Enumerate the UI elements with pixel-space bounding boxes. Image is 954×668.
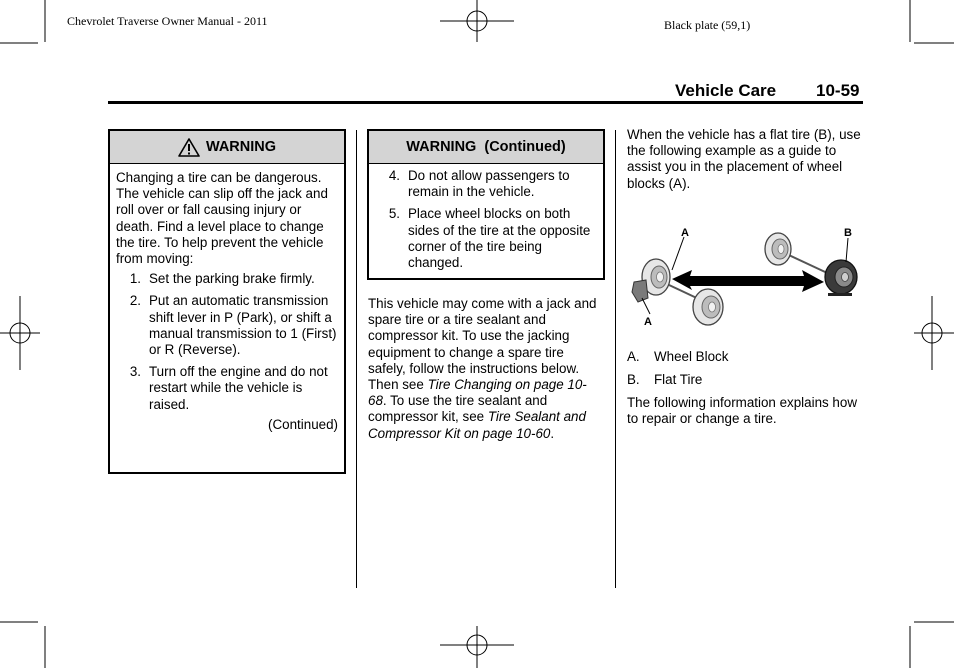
warning-continued-steps (375, 168, 597, 271)
header-rule (108, 101, 863, 104)
flat-tire-icon (825, 260, 857, 296)
step-number: 2. (129, 293, 141, 309)
legend-item (627, 372, 863, 388)
step-text: Place wheel blocks on both sides of the tire at the opposite corner of the tire being changed. (408, 206, 591, 271)
warning-continued-title: WARNING (Continued) (406, 139, 566, 155)
step-text: Set the parking brake firmly. (149, 271, 315, 287)
label-b: B (844, 227, 852, 239)
warning-continued-header (369, 131, 603, 164)
legend-key: B. (627, 372, 640, 388)
column-divider-1 (356, 130, 357, 588)
step-number: 3. (129, 364, 141, 380)
repair-intro: The following information explains how to repair or change a tire. (627, 395, 857, 427)
paragraph-text: . To use the tire sealant and compressor kit, see (368, 393, 548, 425)
paragraph-text: This vehicle may come with a jack and spare tire or a tire sealant and compressor kit. To use the jacking equipment to change a spare tire safely, follow the instructions below. Then see (368, 296, 597, 393)
warning-title: WARNING (205, 139, 277, 155)
flat-tire-intro: When the vehicle has a flat tire (B), use the following example as a guide to assist you in the placement of wheel blocks (A). (627, 127, 861, 191)
warning-box (108, 129, 346, 474)
paragraph-text: . (550, 425, 555, 441)
warning-steps (116, 271, 338, 413)
list-item (116, 293, 338, 358)
cross-reference-link[interactable]: Tire Sealant and Compressor Kit on page 10-60 (368, 409, 586, 441)
warning-intro: Changing a tire can be dangerous. The vehicle can slip off the jack and roll over or fall causing injury or death. Find a level place to change the tire. To help prevent the vehicle from moving: (116, 170, 328, 267)
legend-key: A. (627, 349, 640, 364)
step-number: 5. (388, 206, 400, 222)
list-item (116, 364, 338, 413)
step-text: Turn off the engine and do not restart while the vehicle is raised. (149, 364, 328, 412)
list-item (116, 271, 338, 287)
wheel-icon (765, 233, 791, 265)
wheel-icon (693, 289, 723, 325)
list-item (375, 206, 597, 271)
cross-reference-link[interactable]: Tire Changing on page 10-68 (368, 377, 587, 409)
double-arrow-icon (672, 270, 824, 292)
page-number: 10-59 (816, 81, 860, 100)
continued-label: (Continued) (268, 416, 338, 432)
warning-continued-body (369, 164, 603, 281)
section-title: Vehicle Care (675, 81, 777, 100)
manual-title: Chevrolet Traverse Owner Manual - 2011 (67, 14, 268, 28)
list-item (375, 168, 597, 200)
jack-info-paragraph (368, 296, 604, 442)
step-number: 4. (388, 168, 400, 183)
legend-text: Flat Tire (654, 372, 703, 388)
warning-triangle-icon (178, 138, 200, 157)
warning-header (110, 131, 344, 164)
legend-item (627, 349, 863, 365)
step-text: Put an automatic transmission shift lever in P (Park), or shift a manual transmission to 1 (First) or R (Reverse). (149, 293, 337, 358)
warning-body (110, 164, 344, 437)
label-a-top: A (681, 227, 689, 239)
plate-label: Black plate (59,1) (664, 18, 751, 32)
legend-text: Wheel Block (654, 349, 729, 364)
wheel-block-illustration (628, 222, 864, 332)
warning-continued-box (367, 129, 605, 280)
label-a-bottom: A (644, 316, 652, 328)
step-number: 1. (129, 271, 141, 287)
figure-legend (627, 349, 863, 388)
wheel-block-shape (632, 280, 648, 302)
column-divider-2 (615, 130, 616, 588)
step-text: Do not allow passengers to remain in the vehicle. (408, 168, 570, 200)
